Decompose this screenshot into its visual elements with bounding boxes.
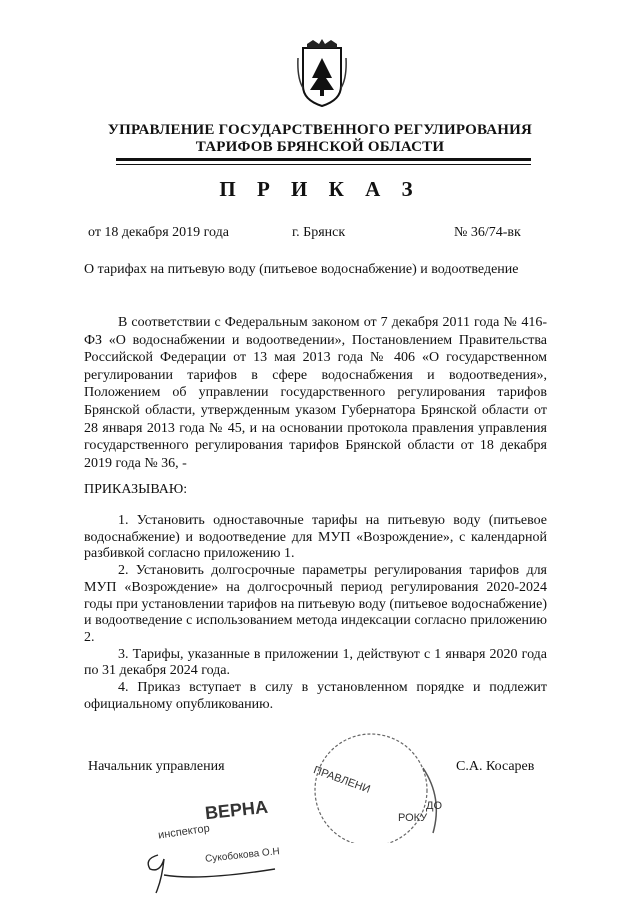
document-subject: О тарифах на питьевую воду (питьевое водоснабжение) и водоотведение [84,262,519,277]
signer-name: С.А. Косарев [456,759,535,774]
signer-position: Начальник управления [88,759,225,774]
order-item-1: 1. Установить одноставочные тарифы на питьевую воду (питьевое водоснабжение) и водоотведение для МУП «Возрождение», с календарной разбивкой согласно приложению 1. [84,513,547,562]
header-rule-thin [116,164,531,165]
handwritten-signature [140,845,280,900]
orders-heading: ПРИКАЗЫВАЮ: [84,482,188,497]
document-number: № 36/74-вк [454,225,521,240]
document-city: г. Брянск [292,225,346,240]
inspector-name: Сукобокова О.Н [204,846,281,865]
document-title: П Р И К А З [219,177,421,201]
seal-text-1: ПРАВЛЕНИ [311,764,372,796]
org-name-line2: ТАРИФОВ БРЯНСКОЙ ОБЛАСТИ [195,139,445,155]
seal-text-2: ДО [426,800,443,812]
order-item-3: 3. Тарифы, указанные в приложении 1, действуют с 1 января 2020 года по 31 декабря 2024 года. [84,646,547,679]
verna-stamp: ВЕРНА [204,796,269,824]
preamble-text: В соответствии с Федеральным законом от 7 декабря 2011 года № 416-ФЗ «О водоснабжении и водоотведении», Постановлением Правительства Российской Федерации от 13 мая 2013 года № 406 «О государственном регулировании тарифов в сфере водоснабжения и водоотведения», Положением об управлении государственного регулирования тарифов Брянской области, утвержденным указом Губернатора Брянской области от 28 января 2013 года № 45, и на основании протокола правления управления государственного регулирования тарифов Брянской области от 18 декабря 2019 года № 36, - [84,315,547,471]
inspector-label: инспектор [157,822,211,842]
seal-text-3: РОКУ [398,812,428,824]
orders-list [84,513,547,713]
preamble-paragraph [84,314,547,472]
order-item-2: 2. Установить долгосрочные параметры регулирования тарифов для МУП «Возрождение» на долгосрочный период регулирования 2020-2024 годы при установлении тарифов на питьевую воду (питьевое водоснабжение) и водоотведение с использованием метода индексации согласно приложению 2. [84,563,547,645]
document-date: от 18 декабря 2019 года [88,225,229,240]
coat-of-arms-icon [297,38,347,108]
org-name-line1: УПРАВЛЕНИЕ ГОСУДАРСТВЕННОГО РЕГУЛИРОВАНИЯ [107,122,533,138]
order-item-4: 4. Приказ вступает в силу в установленном порядке и подлежит официальному опубликованию. [84,680,547,712]
header-rule-thick [116,158,531,161]
